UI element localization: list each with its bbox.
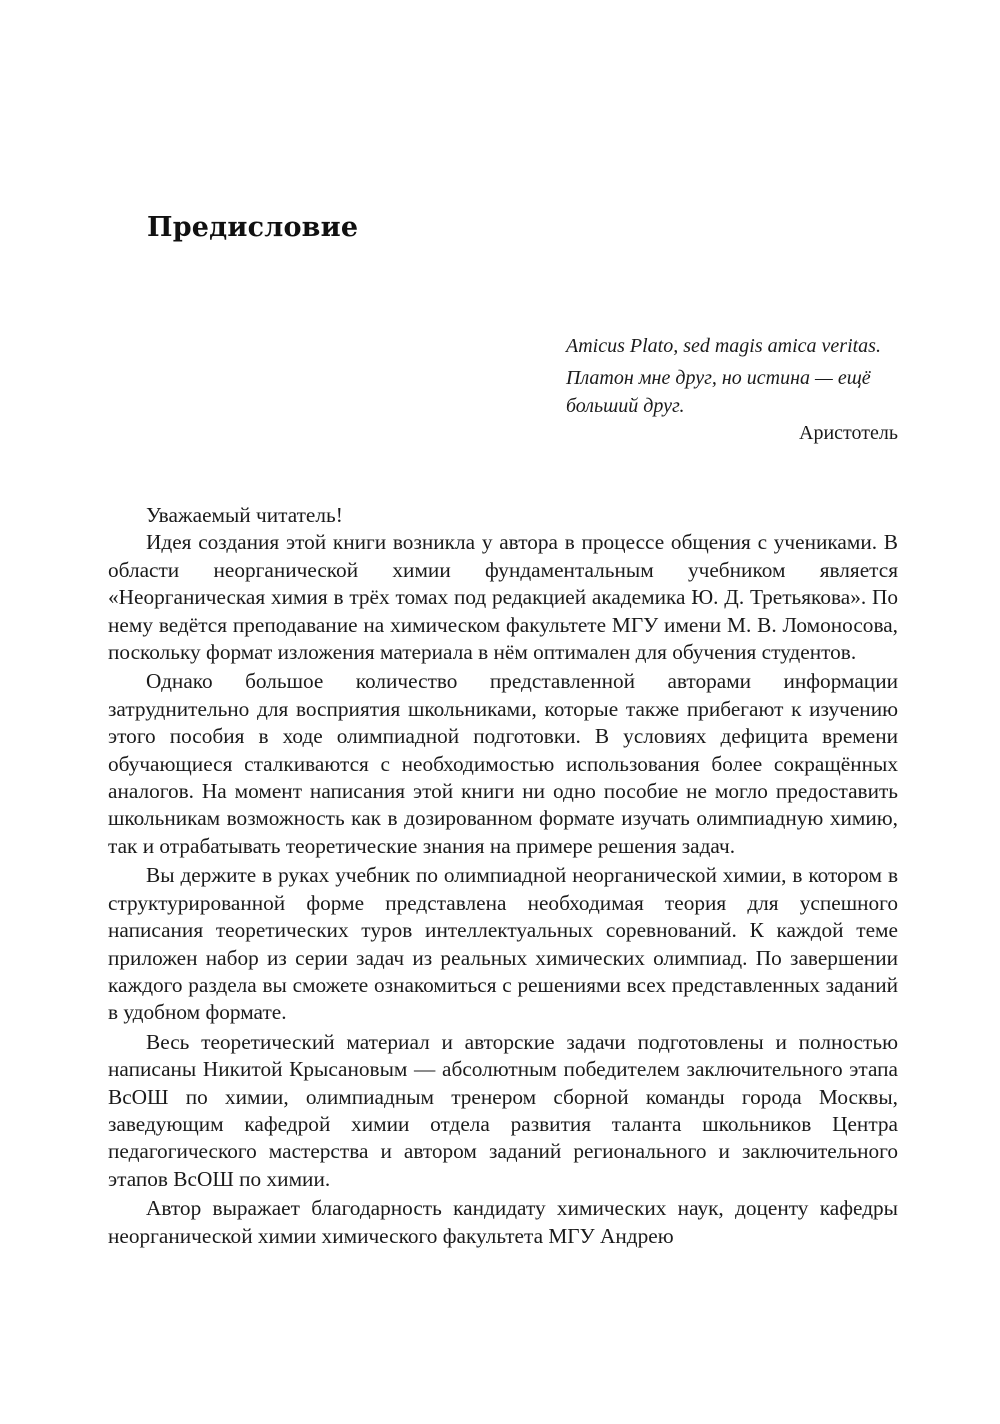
epigraph-latin: Amicus Plato, sed magis amica veritas.: [566, 335, 881, 357]
epigraph: [566, 332, 898, 447]
greeting: Уважаемый читатель!: [146, 503, 343, 527]
paragraph: Автор выражает благодарность кандидату химических наук, доценту кафедры неорганической химии химического факультета МГУ Андрею: [108, 1196, 898, 1248]
page-title: Предисловие: [147, 212, 359, 243]
paragraph: Однако большое количество представленной авторами информации затруднительно для восприятия школьниками, которые также прибегают к изучению этого пособия в ходе олимпиадной подготовки. В условиях дефицита времени обучающиеся сталкиваются с необходимостью использования более сокращённых аналогов. На момент написания этой книги ни одно пособие не могло предоставить школьникам возможность как в дозированном формате изучать олимпиадную химию, так и отрабатывать теоретические знания на примере решения задач.: [108, 669, 898, 858]
paragraph: Вы держите в руках учебник по олимпиадной неорганической химии, в котором в структурированной форме представлена необходимая теория для успешного написания теоретических туров интеллектуальных соревнований. К каждой теме приложен набор из серии задач из реальных химических олимпиад. По завершении каждого раздела вы сможете ознакомиться с решениями всех представленных заданий в удобном формате.: [108, 863, 898, 1025]
epigraph-author: Аристотель: [799, 422, 898, 444]
paragraph: Весь теоретический материал и авторские задачи подготовлены и полностью написаны Никитой Крысановым — абсолютным победителем заключительного этапа ВсОШ по химии, олимпиадным тренером сборной команды города Москвы, заведующим кафедрой химии отдела развития таланта школьников Центра педагогического мастерства и автором заданий регионального и заключительного этапов ВсОШ по химии.: [108, 1029, 898, 1191]
epigraph-russian: Платон мне друг, но истина — ещё больший друг.: [566, 367, 871, 417]
paragraph: Идея создания этой книги возникла у автора в процессе общения с учениками. В области неорганической химии фундаментальным учебником является «Неорганическая химия в трёх томах под редакцией академика Ю. Д. Третьякова». По нему ведётся преподавание на химическом факультете МГУ имени М. В. Ломоносова, поскольку формат изложения материала в нём оптимален для обучения студентов.: [108, 530, 898, 665]
preface-body: [108, 502, 898, 1252]
